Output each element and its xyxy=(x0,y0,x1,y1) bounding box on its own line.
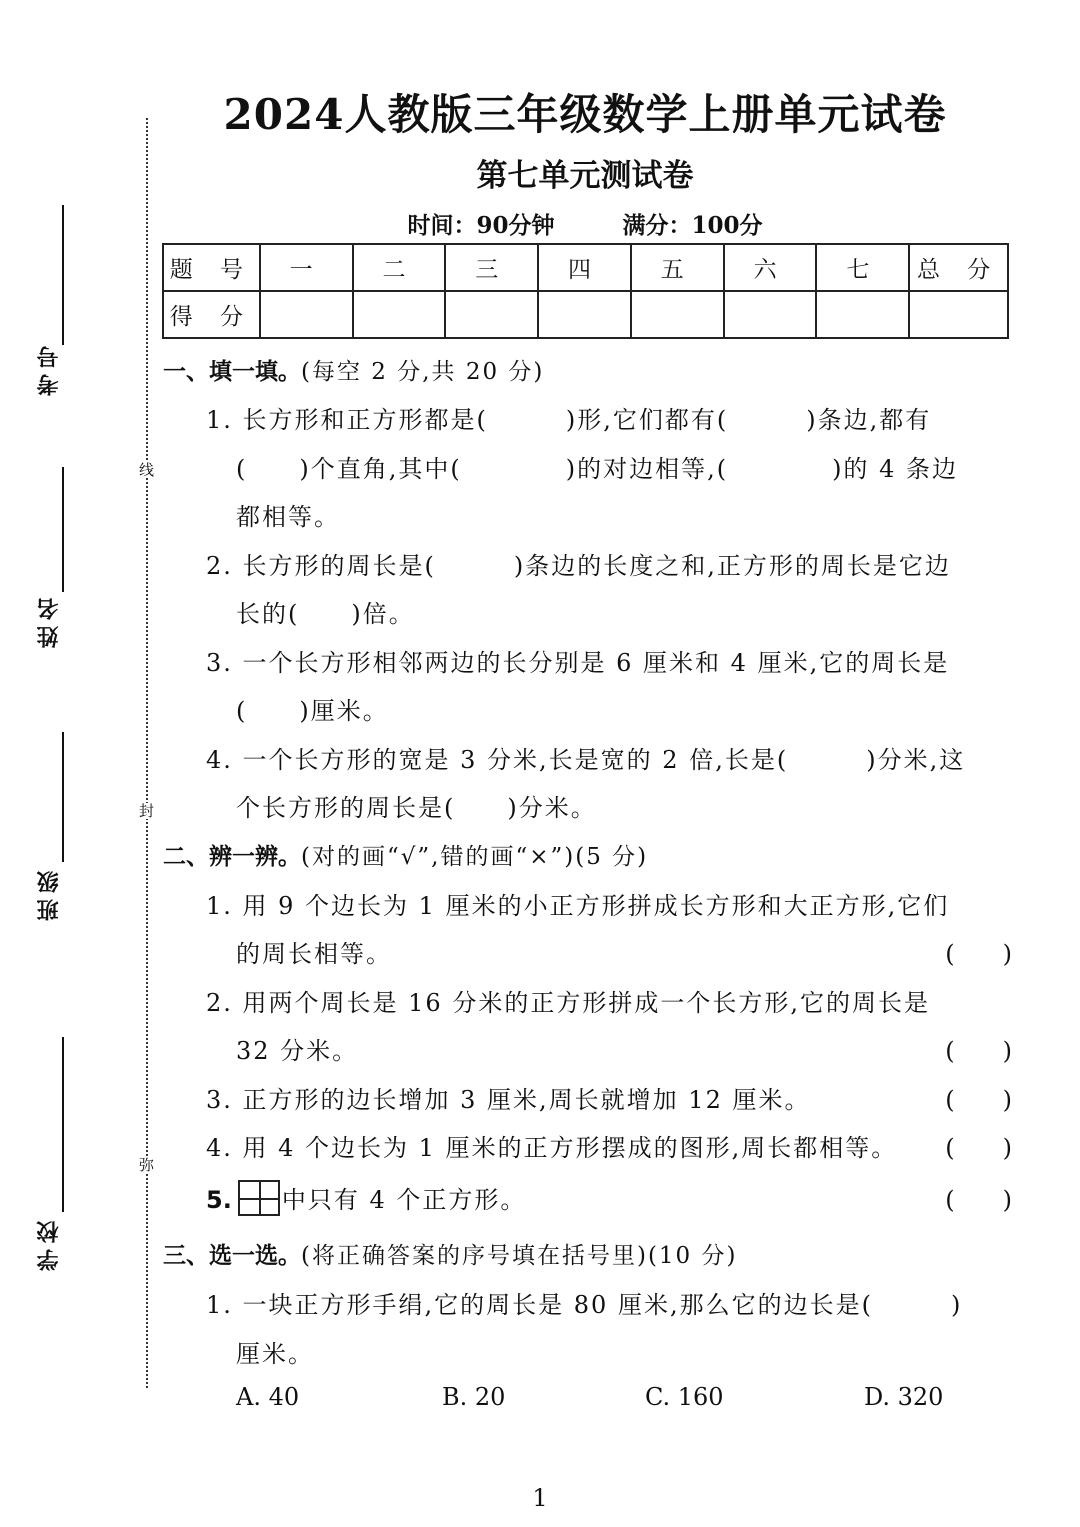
s1-q1-line3: 都相等。 xyxy=(236,503,340,531)
time-limit: 时间：90分钟 xyxy=(407,212,555,239)
s2-q4-line xyxy=(206,1128,1012,1163)
score-input-cell[interactable] xyxy=(538,291,631,338)
s2-q5-number: 5. xyxy=(206,1186,232,1214)
s2-q1-text: 的周长相等。 xyxy=(236,940,392,968)
s1-q3-line2: ( )厘米。 xyxy=(236,697,389,725)
score-row-label: 得 分 xyxy=(163,291,260,338)
exam-number-label: 考号 xyxy=(37,340,62,396)
binding-dotted-line xyxy=(146,118,148,1388)
s1-q3-line1: 3. 一个长方形相邻两边的长分别是 6 厘米和 4 厘米,它的周长是 xyxy=(206,649,950,677)
exam-number-underline[interactable] xyxy=(62,205,64,345)
s2-q1-answer-paren[interactable]: ( ) xyxy=(945,940,1012,968)
s3-q1-line1: 1. 一块正方形手绢,它的周长是 80 厘米,那么它的边长是( ) xyxy=(206,1291,963,1319)
s2-q2-answer-paren[interactable]: ( ) xyxy=(945,1037,1012,1065)
school-underline[interactable] xyxy=(62,1037,64,1212)
score-table-score-row xyxy=(163,291,1008,338)
s3-q1-option-c[interactable]: C. 160 xyxy=(645,1383,724,1411)
section-2-note: (对的画“√”,错的画“×”)(5 分) xyxy=(301,844,649,870)
score-input-cell[interactable] xyxy=(631,291,724,338)
section-2-heading xyxy=(163,838,648,871)
s2-q1-line1: 1. 用 9 个边长为 1 厘米的小正方形拼成长方形和大正方形,它们 xyxy=(206,892,950,920)
section-3-title: 三、选一选。 xyxy=(163,1243,301,1269)
s2-q2-line1: 2. 用两个周长是 16 分米的正方形拼成一个长方形,它的周长是 xyxy=(206,989,930,1017)
s3-q1-option-a[interactable]: A. 40 xyxy=(236,1383,300,1411)
score-input-cell[interactable] xyxy=(816,291,909,338)
s2-q5-text: 中只有 4 个正方形。 xyxy=(281,1186,527,1214)
score-cell: 六 xyxy=(724,244,817,291)
score-input-cell[interactable] xyxy=(445,291,538,338)
s2-q3-line xyxy=(206,1080,1012,1115)
score-input-cell[interactable] xyxy=(909,291,1008,338)
score-input-cell[interactable] xyxy=(353,291,446,338)
school-label: 学校 xyxy=(37,1215,62,1271)
score-table-header-row xyxy=(163,244,1008,291)
s3-q1-option-d[interactable]: D. 320 xyxy=(864,1383,944,1411)
score-cell: 五 xyxy=(631,244,724,291)
s2-q4-text: 4. 用 4 个边长为 1 厘米的正方形摆成的图形,周长都相等。 xyxy=(206,1134,898,1162)
section-1-heading xyxy=(163,353,544,386)
name-label: 姓名 xyxy=(37,592,62,648)
s1-q2-line1: 2. 长方形的周长是( )条边的长度之和,正方形的周长是它边 xyxy=(206,552,951,580)
s1-q4-line2: 个长方形的周长是( )分米。 xyxy=(236,794,597,822)
name-underline[interactable] xyxy=(62,467,64,592)
full-score: 满分：100分 xyxy=(622,212,763,239)
class-label: 班级 xyxy=(37,865,62,921)
section-3-note: (将正确答案的序号填在括号里)(10 分) xyxy=(301,1243,738,1269)
section-2-title: 二、辨一辨。 xyxy=(163,844,301,870)
score-cell: 总 分 xyxy=(909,244,1008,291)
square-grid-icon xyxy=(238,1180,280,1216)
class-underline[interactable] xyxy=(62,732,64,862)
s2-q2-text: 32 分米。 xyxy=(236,1037,359,1065)
s3-q1-line2: 厘米。 xyxy=(236,1340,314,1368)
section-1-title: 一、填一填。 xyxy=(163,359,301,385)
exam-subtitle: 第七单元测试卷 xyxy=(476,158,694,194)
score-cell: 一 xyxy=(260,244,353,291)
s2-q1-line2 xyxy=(236,934,1012,969)
score-input-cell[interactable] xyxy=(260,291,353,338)
s1-q2-line2: 长的( )倍。 xyxy=(236,600,415,628)
s2-q3-answer-paren[interactable]: ( ) xyxy=(945,1086,1012,1114)
s2-q2-line2 xyxy=(236,1031,1012,1066)
exam-title: 2024人教版三年级数学上册单元试卷 xyxy=(223,90,947,139)
s1-q4-line1: 4. 一个长方形的宽是 3 分米,长是宽的 2 倍,长是( )分米,这 xyxy=(206,746,966,774)
score-cell: 七 xyxy=(816,244,909,291)
score-cell: 四 xyxy=(538,244,631,291)
page-number: 1 xyxy=(532,1484,548,1512)
s2-q5-answer-paren[interactable]: ( ) xyxy=(945,1186,1012,1214)
s1-q1-line1: 1. 长方形和正方形都是( )形,它们都有( )条边,都有 xyxy=(206,406,932,434)
binding-mark-line: 线 xyxy=(139,461,155,479)
s1-q1-line2: ( )个直角,其中( )的对边相等,( )的 4 条边 xyxy=(236,455,958,483)
time-score-bar xyxy=(160,207,1010,240)
s2-q3-text: 3. 正方形的边长增加 3 厘米,周长就增加 12 厘米。 xyxy=(206,1086,811,1114)
score-table xyxy=(162,243,1009,339)
score-input-cell[interactable] xyxy=(724,291,817,338)
binding-mark-close: 弥 xyxy=(139,1156,155,1174)
section-3-heading xyxy=(163,1237,737,1270)
section-1-note: (每空 2 分,共 20 分) xyxy=(301,359,545,385)
binding-mark-seal: 封 xyxy=(139,802,155,820)
s2-q5-line xyxy=(206,1180,1012,1216)
s3-q1-option-b[interactable]: B. 20 xyxy=(442,1383,506,1411)
score-cell: 二 xyxy=(353,244,446,291)
score-cell: 题 号 xyxy=(163,244,260,291)
score-cell: 三 xyxy=(445,244,538,291)
s2-q4-answer-paren[interactable]: ( ) xyxy=(945,1134,1012,1162)
